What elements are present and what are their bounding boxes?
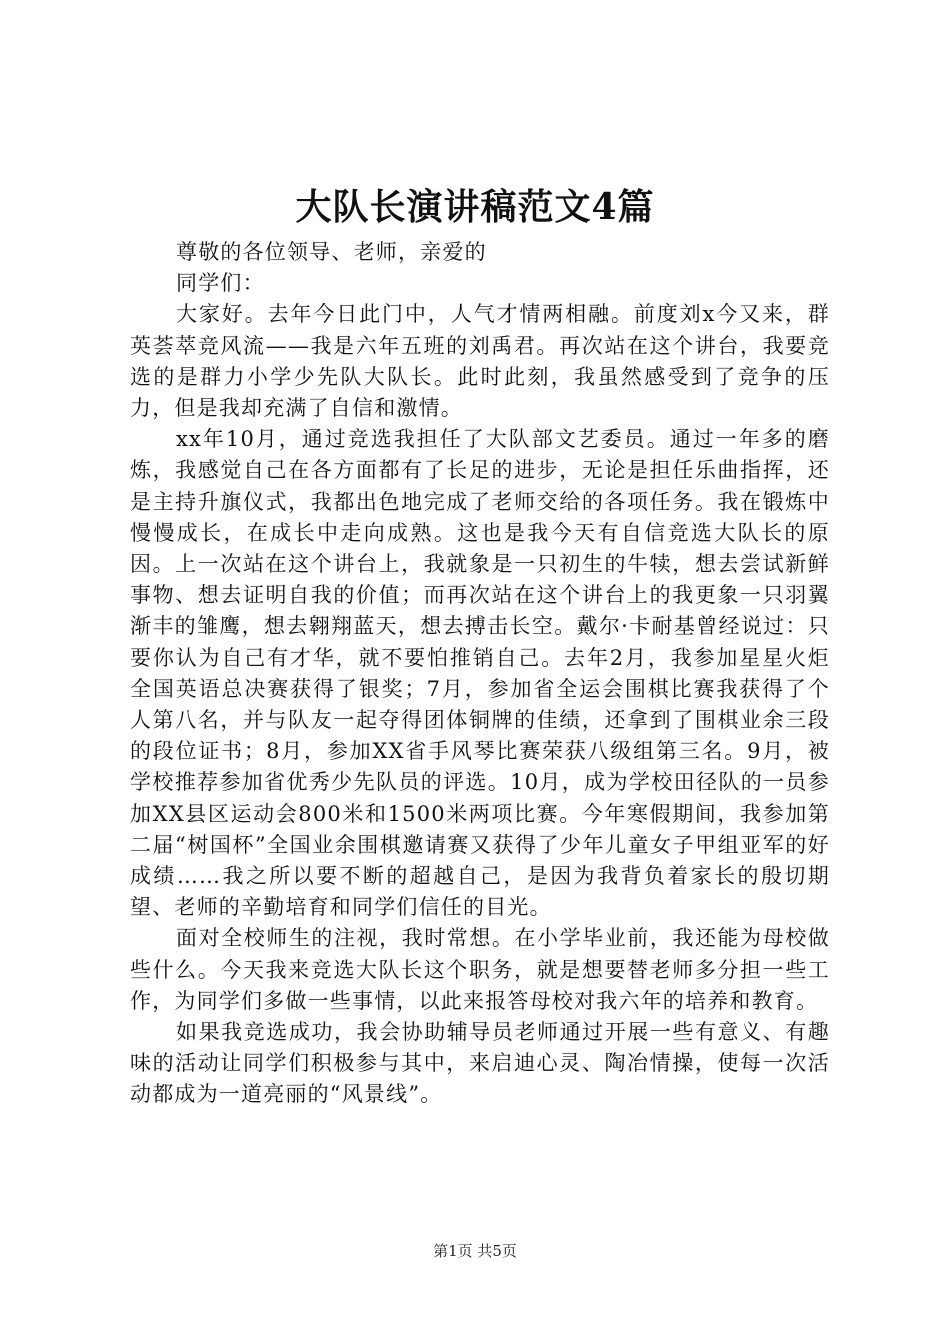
document-title: 大队长演讲稿范文4篇: [295, 186, 655, 228]
greeting-line-2: 同学们：: [176, 271, 265, 296]
paragraph-1: 大家好。去年今日此门中，人气才情两相融。前度刘x今又来，群英荟萃竞风流——我是六年五班的刘禹君。再次站在这个讲台，我要竞选的是群力小学少先队大队长。此时此刻，我虽然感受到了竞争的压力，但是我却充满了自信和激情。: [130, 302, 830, 421]
paragraph-3: 面对全校师生的注视，我时常想。在小学毕业前，我还能为母校做些什么。今天我来竞选大队长这个职务，就是想要替老师多分担一些工作，为同学们多做一些事情，以此来报答母校对我六年的培养和教育。: [130, 926, 830, 1013]
paragraph-2: xx年10月，通过竞选我担任了大队部文艺委员。通过一年多的磨炼，我感觉自己在各方面都有了长足的进步，无论是担任乐曲指挥，还是主持升旗仪式，我都出色地完成了老师交给的各项任务。我在锻炼中慢慢成长，在成长中走向成熟。这也是我今天有自信竞选大队长的原因。上一次站在这个讲台上，我就象是一只初生的牛犊，想去尝试新鲜事物、想去证明自我的价值；而再次站在这个讲台上的我更象一只羽翼渐丰的雏鹰，想去翱翔蓝天，想去搏击长空。戴尔·卡耐基曾经说过：只要你认为自己有才华，就不要怕推销自己。去年2月，我参加星星火炬全国英语总决赛获得了银奖；7月，参加省全运会围棋比赛我获得了个人第八名，并与队友一起夺得团体铜牌的佳绩，还拿到了围棋业余三段的段位证书；8月，参加XX省手风琴比赛荣获八级组第三名。9月，被学校推荐参加省优秀少先队员的评选。10月，成为学校田径队的一员参加XX县区运动会800米和1500米两项比赛。今年寒假期间，我参加第二届“树国杯”全国业余围棋邀请赛又获得了少年儿童女子甲组亚军的好成绩……我之所以要不断的超越自己，是因为我背负着家长的殷切期望、老师的辛勤培育和同学们信任的目光。: [130, 427, 830, 920]
paragraph-4: 如果我竞选成功，我会协助辅导员老师通过开展一些有意义、有趣味的活动让同学们积极参与其中，来启迪心灵、陶冶情操，使每一次活动都成为一道亮丽的“风景线”。: [130, 1020, 830, 1107]
document-body: [130, 237, 830, 1111]
greeting-line-1: 尊敬的各位领导、老师，亲爱的: [176, 240, 487, 264]
page-footer: 第1页 共5页: [433, 1242, 517, 1260]
